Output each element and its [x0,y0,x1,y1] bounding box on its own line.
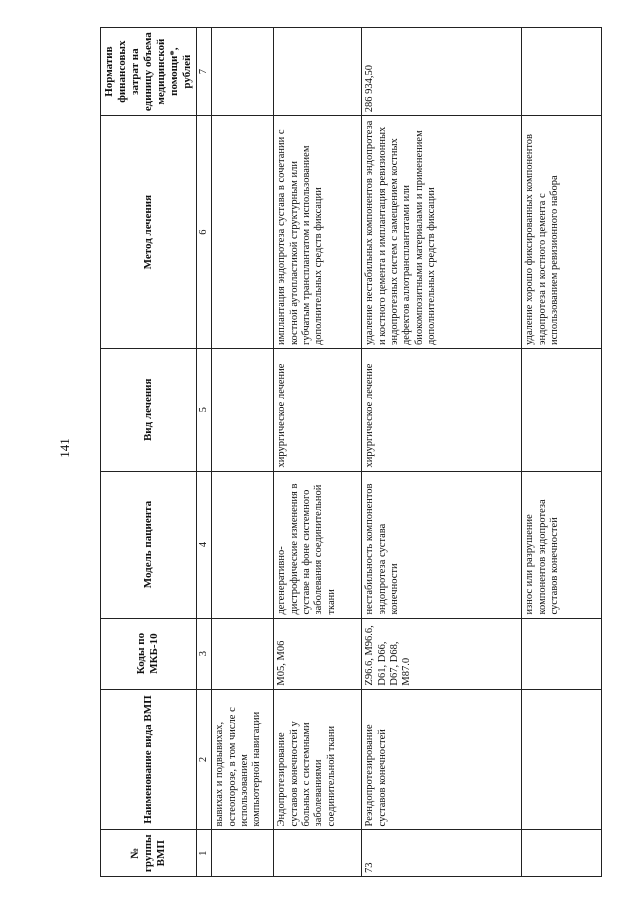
cell-group [274,830,362,877]
cell-treatment-type: хирургическое лечение [274,349,362,472]
cell-name [522,689,602,830]
header-group-number: № группы ВМП [101,830,197,877]
column-number: 2 [196,689,211,830]
cell-codes: M05, M06 [274,618,362,689]
table-row [274,28,362,877]
cell-group [522,830,602,877]
cell-treatment-type: хирургическое лечение [362,349,522,472]
cell-model: нестабильность компонентов эндопротеза сустава конечности [362,471,522,618]
cell-method [212,116,274,349]
column-number: 7 [196,28,211,116]
cell-model [212,471,274,618]
rotated-page-content [100,27,560,877]
cell-cost [274,28,362,116]
header-treatment-type: Вид лечения [101,349,197,472]
cell-name: Реэндопротезирование суставов конечностей [362,689,522,830]
table-row [212,28,274,877]
cell-codes: Z96.6, M96.6, D61, D66, D67, D68, M87.0 [362,618,522,689]
cell-group [212,830,274,877]
cell-method: удаление хорошо фиксированных компонентов эндопротеза и костного цемента с использованием ревизионного набора [522,116,602,349]
table-row [362,28,522,877]
cell-model: износ или разрушение компонентов эндопротеза суставов конечностей [522,471,602,618]
table-row [522,28,602,877]
cell-codes [212,618,274,689]
header-cost-standard: Норматив финансовых затрат на единицу объема медицинской помощи*, рублей [101,28,197,116]
column-number: 6 [196,116,211,349]
header-vmp-name: Наименование вида ВМП [101,689,197,830]
column-number: 3 [196,618,211,689]
cell-cost: 286 934,50 [362,28,522,116]
cell-cost [522,28,602,116]
column-number: 1 [196,830,211,877]
cell-method: имплантация эндопротеза сустава в сочетании с костной аутопластикой структурным или губчатым трансплантатом и использованием дополнительных средств фиксации [274,116,362,349]
cell-method: удаление нестабильных компонентов эндопротеза и костного цемента и имплантация ревизионных эндопротезных систем с замещением костных дефектов аллотрансплантатами или биокомпозитными материалами и применением дополнительных средств фиксации [362,116,522,349]
cell-group: 73 [362,830,522,877]
column-number: 4 [196,471,211,618]
cell-cost [212,28,274,116]
cell-treatment-type [522,349,602,472]
cell-name: Эндопротезирование суставов конечностей у больных с системными заболеваниями соединительной ткани [274,689,362,830]
cell-name: вывихах и подвывихах, остеопорозе, в том числе с использованием компьютерной навигации [212,689,274,830]
column-number-row [196,28,211,877]
page-number: 141 [57,438,72,458]
header-patient-model: Модель пациента [101,471,197,618]
table-header-row [101,28,197,877]
column-number: 5 [196,349,211,472]
vmp-table [100,27,602,877]
header-icd-codes: Коды по МКБ-10 [101,618,197,689]
cell-treatment-type [212,349,274,472]
cell-model: дегенеративно-дистрофические изменения в суставе на фоне системного заболевания соединительной ткани [274,471,362,618]
header-treatment-method: Метод лечения [101,116,197,349]
cell-codes [522,618,602,689]
